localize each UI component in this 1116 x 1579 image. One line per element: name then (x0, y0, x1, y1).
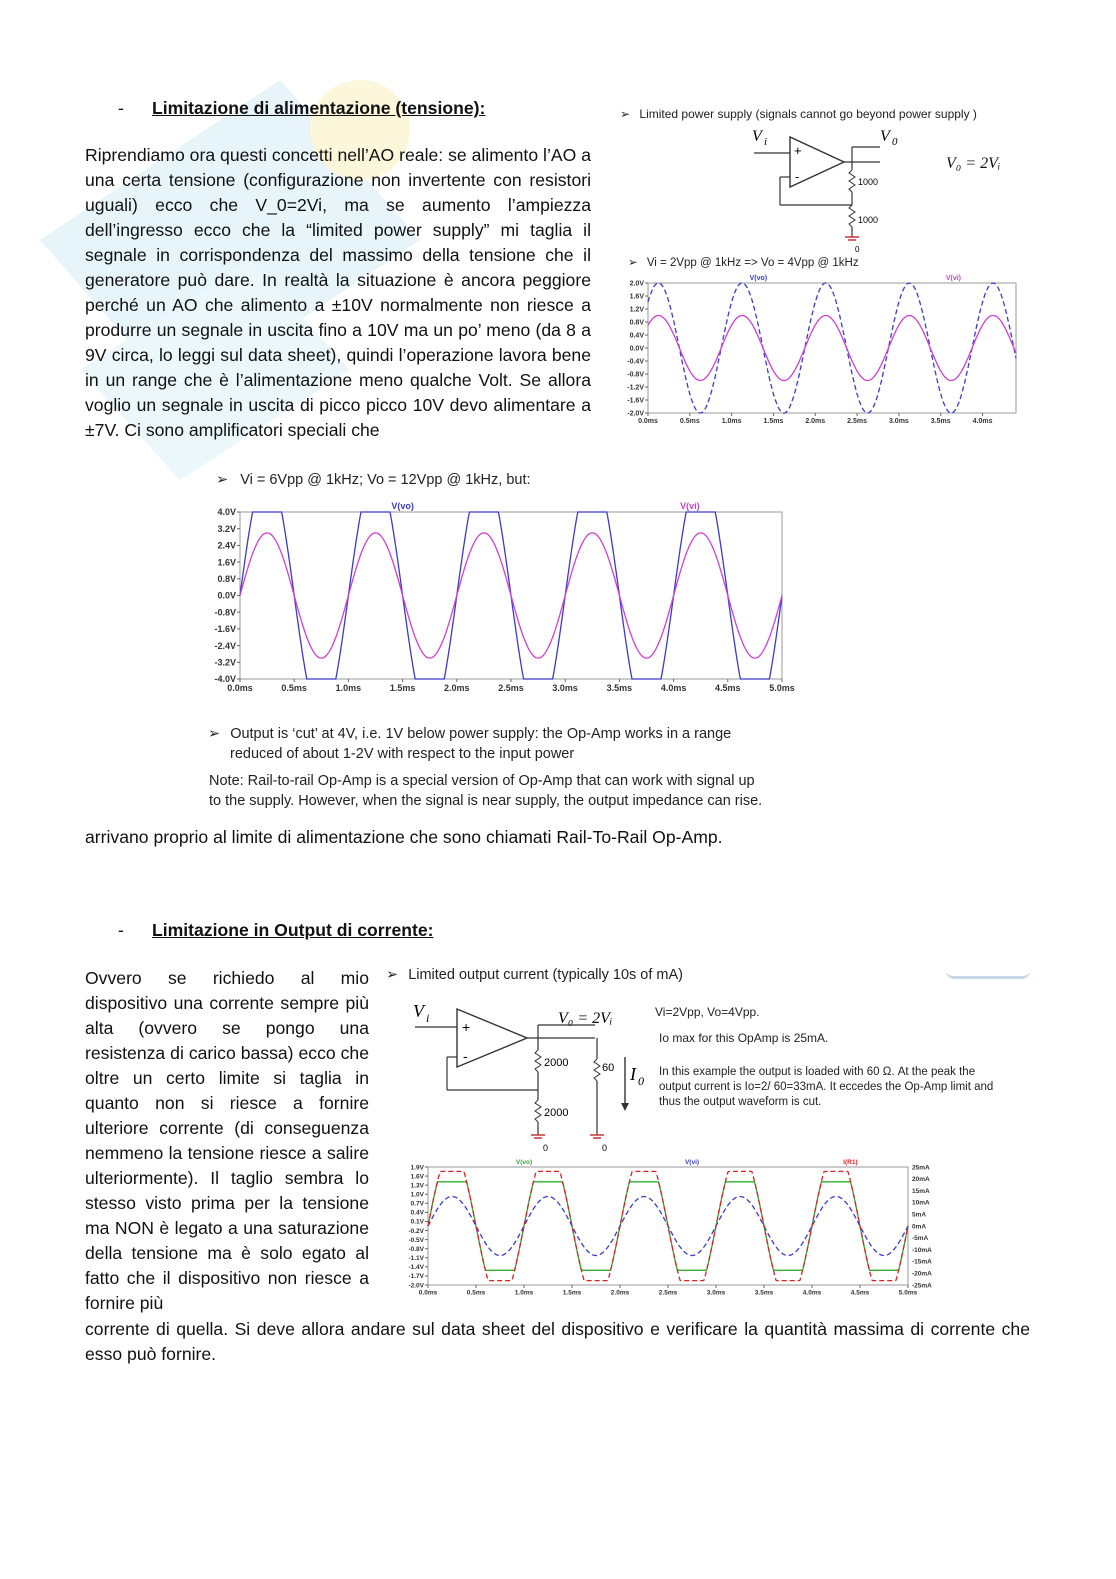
figure3-io-sub: 0 (638, 1074, 644, 1088)
figure1-vi-label: V (752, 128, 762, 145)
x-tick-label: 3.5ms (606, 683, 633, 693)
y-tick-label: 1.0V (410, 1191, 424, 1199)
figure3-io-label: I (630, 1064, 636, 1084)
svg-text:-: - (463, 1048, 468, 1064)
legend-label: V(vo) (749, 275, 768, 282)
plot-area (648, 283, 1016, 413)
y-tick-label: 1.6V (410, 1173, 424, 1181)
figure3-note3-line1: In this example the output is loaded with 60 Ω. At the peak the (659, 1066, 976, 1078)
figure3-vo-eq: V₀ = 2Vᵢ (558, 1010, 613, 1027)
x-tick-label: 2.0ms (805, 418, 826, 425)
legend-label: V(vi) (680, 501, 700, 511)
y-tick-label: -0.8V (627, 371, 644, 379)
x-tick-label: 4.5ms (850, 1289, 870, 1297)
y-tick-label: -3.2V (214, 657, 236, 668)
svg-text:-: - (795, 169, 800, 184)
y-right-tick-label: 15mA (912, 1187, 930, 1195)
y-right-tick-label: 5mA (912, 1211, 927, 1219)
section2-heading: Limitazione in Output di corrente: (152, 920, 434, 940)
chart3 (400, 1155, 940, 1300)
figure2-bullet: ➢ (216, 472, 229, 488)
legend-label: I(R1) (843, 1159, 858, 1166)
y-tick-label: 0.4V (629, 332, 644, 340)
figure1-vo-sub: 0 (892, 136, 898, 148)
section2-paragraph: Ovvero se richiedo al mio dispositivo una corrente sempre più alta (ovvero se pongo una resistenza di carico bassa) ecco che oltre un certo limite si taglia in quanto non si riesce a fornire ulteriore corrente (di conseguenza nemmeno la tensione riesce a salire ulteriormente). Il taglio sembra lo stesso visto prima per la tensione ma NON è legato a una saturazione della tensione ma è solo egato al fatto che il dispositivo non riesce a fornire più (85, 968, 369, 1313)
y-tick-label: 1.9V (410, 1164, 424, 1172)
y-tick-label: 0.0V (629, 345, 644, 353)
figure1-vo-label: V (880, 128, 890, 145)
figure3-bullet: ➢ (386, 967, 399, 983)
y-right-tick-label: 20mA (912, 1176, 930, 1184)
y-tick-label: -1.4V (408, 1264, 424, 1272)
y-tick-label: 1.2V (629, 306, 644, 314)
y-right-tick-label: -10mA (912, 1246, 932, 1254)
legend-label: V(vi) (945, 275, 962, 282)
y-tick-label: 0.8V (217, 573, 236, 584)
y-tick-label: 0.8V (629, 319, 644, 327)
x-tick-label: 2.5ms (847, 418, 868, 425)
y-tick-label: -0.5V (408, 1236, 424, 1244)
figure3-title: Limited output current (typically 10s of mA) (408, 967, 683, 983)
figure1-title: Limited power supply (signals cannot go beyond power supply ) (639, 107, 977, 121)
y-right-tick-label: -5mA (912, 1235, 929, 1243)
x-tick-label: 5.0ms (769, 683, 795, 693)
figure3-ground2: 0 (602, 1143, 608, 1153)
x-tick-label: 3.0ms (552, 683, 578, 693)
y-tick-label: -1.6V (627, 397, 644, 405)
legend-label: V(vo) (391, 501, 414, 511)
x-tick-label: 3.5ms (754, 1289, 774, 1297)
x-tick-label: 0.0ms (227, 683, 253, 693)
y-tick-label: 3.2V (217, 523, 236, 534)
x-tick-label: 1.0ms (335, 683, 362, 693)
figure2-caption: Vi = 6Vpp @ 1kHz; Vo = 12Vpp @ 1kHz, but: (240, 472, 531, 488)
figure2-note-line1: Output is ‘cut’ at 4V, i.e. 1V below power supply: the Op-Amp works in a range (230, 726, 732, 742)
decorative-tab (946, 962, 1030, 979)
section2-dash: - (118, 920, 124, 940)
y-tick-label: -1.2V (627, 384, 644, 392)
y-tick-label: -1.7V (408, 1273, 424, 1281)
y-tick-label: -0.4V (627, 358, 644, 366)
chart1 (620, 268, 1020, 430)
figure3-note3-line2: output current is Io=2/ 60=33mA. It eccedes the Op-Amp limit and (659, 1081, 994, 1093)
x-tick-label: 4.0ms (660, 683, 687, 693)
figure2-note2-line2: to the supply. However, when the signal is near supply, the output impedance can rise. (209, 793, 763, 809)
figure1-equation: V₀ = 2Vᵢ (946, 155, 1001, 172)
y-tick-label: -0.2V (408, 1227, 424, 1235)
figure3-note2: Io max for this OpAmp is 25mA. (659, 1031, 829, 1045)
x-tick-label: 0.5ms (466, 1289, 486, 1297)
x-tick-label: 1.5ms (389, 683, 416, 693)
x-tick-label: 2.5ms (498, 683, 524, 693)
x-tick-label: 3.5ms (930, 418, 951, 425)
y-right-tick-label: -25mA (912, 1282, 932, 1290)
figure1-vi-sub: i (764, 136, 768, 148)
y-right-tick-label: 25mA (912, 1164, 930, 1172)
figure1-bullet: ➢ (620, 107, 631, 121)
x-tick-label: 0.5ms (679, 418, 700, 425)
y-tick-label: 0.1V (410, 1218, 424, 1226)
figure2-note-bullet: ➢ (208, 726, 221, 742)
section1-paragraph: Riprendiamo ora questi concetti nell’AO reale: se alimento l’AO a una certa tensione (configurazione non invertente con resistori uguali) ecco che V_0=2Vi, ma se aumento l’ampiezza dell’ingresso ecco che la “limited power supply” mi taglia il segnale in corrispondenza del massimo della tensione che il generatore può dare. In realtà la situazione è ancora peggiore perché un AO che alimento a ±10V normalmente non riesce a produrre un segnale in uscita fino a 10V ma un po’ meno (da 8 a 9V circa, lo leggi sul data sheet), quindi l’operazione lavora bene in un range che è l’alimentazione meno qualche Volt. Se allora voglio un segnale in uscita di picco picco 10V devo alimentare a ±7V. Ci sono amplificatori speciali che (85, 145, 591, 440)
figure3-vi-sub: i (426, 1011, 430, 1025)
y-tick-label: 2.0V (629, 280, 644, 288)
x-tick-label: 0.0ms (638, 418, 658, 425)
figure3-r1: 2000 (544, 1057, 569, 1069)
figure3-ground1: 0 (543, 1143, 549, 1153)
x-tick-label: 0.5ms (281, 683, 307, 693)
x-tick-label: 4.5ms (715, 683, 741, 693)
x-tick-label: 2.5ms (658, 1289, 678, 1297)
x-tick-label: 1.5ms (562, 1289, 582, 1297)
x-tick-label: 4.0ms (972, 418, 993, 425)
x-tick-label: 5.0ms (898, 1289, 918, 1297)
svg-text:+: + (462, 1019, 471, 1035)
figure3-circuit (405, 995, 655, 1155)
y-right-tick-label: 10mA (912, 1199, 930, 1207)
figure1-r2: 1000 (858, 215, 879, 225)
y-tick-label: -4.0V (214, 674, 236, 685)
y-tick-label: 2.4V (217, 540, 236, 551)
figure1-chart-bullet: ➢ (628, 257, 638, 269)
figure1-circuit (740, 125, 1000, 255)
chart2 (200, 495, 805, 700)
y-tick-label: -0.8V (408, 1245, 424, 1253)
svg-text:+: + (794, 143, 802, 158)
figure1-chart-caption: Vi = 2Vpp @ 1kHz => Vo = 4Vpp @ 1kHz (646, 257, 859, 269)
y-tick-label: -2.0V (627, 410, 644, 418)
x-tick-label: 2.0ms (444, 683, 470, 693)
figure2-note-line2: reduced of about 1-2V with respect to the input power (230, 746, 575, 762)
y-tick-label: 1.6V (629, 293, 644, 301)
y-tick-label: -0.8V (214, 607, 236, 618)
x-tick-label: 1.0ms (721, 418, 742, 425)
x-tick-label: 3.0ms (888, 418, 909, 425)
section2-continuation: corrente di quella. Si deve allora andare sul data sheet del dispositivo e verificare la quantità massima di corrente che esso può fornire. (85, 1319, 1030, 1364)
y-tick-label: 0.4V (410, 1209, 424, 1217)
figure1-ground: 0 (855, 245, 860, 254)
legend-label: V(vi) (684, 1159, 700, 1166)
y-right-tick-label: 0mA (912, 1223, 927, 1231)
y-tick-label: -2.4V (214, 640, 236, 651)
x-tick-label: 0.0ms (418, 1289, 438, 1297)
x-tick-label: 3.0ms (706, 1289, 726, 1297)
figure1-r1: 1000 (858, 177, 879, 187)
figure3-note1: Vi=2Vpp, Vo=4Vpp. (655, 1005, 760, 1019)
y-right-tick-label: -15mA (912, 1258, 932, 1266)
figure3-vi-label: V (413, 1001, 424, 1021)
x-tick-label: 4.0ms (802, 1289, 822, 1297)
figure1 (620, 105, 1080, 435)
y-tick-label: 1.3V (410, 1182, 424, 1190)
section1-continuation: arrivano proprio al limite di alimentazione che sono chiamati Rail-To-Rail Op-Amp. (85, 827, 723, 847)
y-tick-label: 0.0V (217, 590, 236, 601)
section1-dash: - (118, 98, 124, 118)
x-tick-label: 1.5ms (763, 418, 784, 425)
figure3-r2: 2000 (544, 1107, 569, 1119)
legend-label: V(vo) (515, 1159, 533, 1166)
section1-heading: Limitazione di alimentazione (tensione): (152, 98, 486, 118)
y-right-tick-label: -20mA (912, 1270, 932, 1278)
x-tick-label: 2.0ms (610, 1289, 630, 1297)
y-tick-label: 4.0V (217, 507, 236, 518)
figure3-note3-line3: thus the output waveform is cut. (659, 1096, 822, 1108)
y-tick-label: 1.6V (217, 557, 236, 568)
y-tick-label: -2.0V (408, 1282, 424, 1290)
figure3-rl: 60 (602, 1062, 615, 1074)
y-tick-label: 0.7V (410, 1200, 424, 1208)
figure2-note2-line1: Note: Rail-to-rail Op-Amp is a special version of Op-Amp that can work with signal up (209, 773, 755, 789)
y-tick-label: -1.6V (214, 624, 236, 635)
y-tick-label: -1.1V (408, 1255, 424, 1263)
x-tick-label: 1.0ms (514, 1289, 534, 1297)
